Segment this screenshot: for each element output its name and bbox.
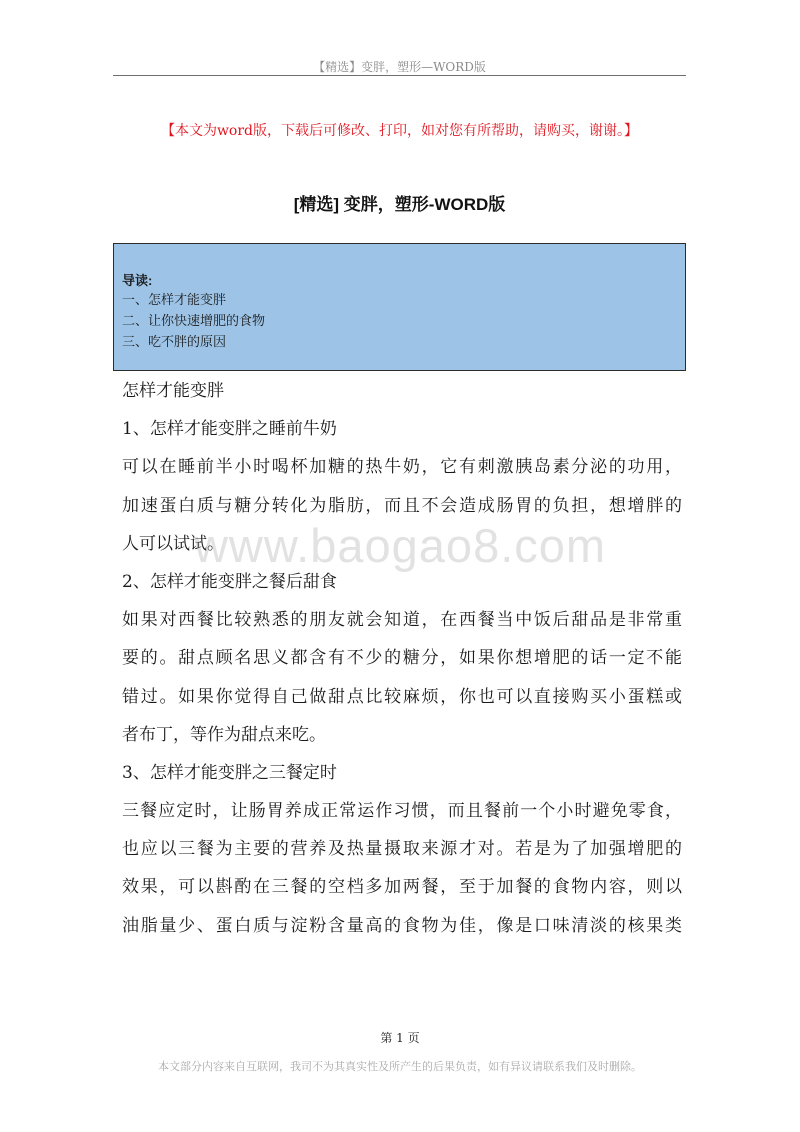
paragraph-line: 也应以三餐为主要的营养及热量摄取来源才对。若是为了加强增肥的 <box>122 839 682 860</box>
header-divider <box>113 75 686 76</box>
paragraph-line: 三餐应定时，让肠胃养成正常运作习惯，而且餐前一个小时避免零食， <box>122 801 682 822</box>
guide-heading: 导读: <box>122 273 153 288</box>
guide-item: 三、吃不胖的原因 <box>122 335 227 350</box>
page-footer: 本文部分内容来自互联网，我司不为其真实性及所产生的后果负责，如有异议请联系我们及时删除。 <box>158 1060 642 1073</box>
guide-item: 二、让你快速增肥的食物 <box>122 314 266 329</box>
paragraph-line: 如果对西餐比较熟悉的朋友就会知道，在西餐当中饭后甜品是非常重 <box>122 610 682 631</box>
subheading-1: 1、怎样才能变胖之睡前牛奶 <box>122 419 337 440</box>
paragraph-line: 效果，可以斟酌在三餐的空档多加两餐，至于加餐的食物内容，则以 <box>122 877 682 898</box>
paragraph-line: 人可以试试。 <box>122 533 224 554</box>
section-title: 怎样才能变胖 <box>122 381 224 401</box>
paragraph-line: 者布丁，等作为甜点来吃。 <box>122 724 326 745</box>
document-title: [精选] 变胖，塑形-WORD版 <box>293 195 506 214</box>
paragraph-line: 加速蛋白质与糖分转化为脂肪，而且不会造成肠胃的负担，想增胖的 <box>122 495 682 516</box>
watermark: www.baogao8.com <box>193 519 607 572</box>
subheading-2: 2、怎样才能变胖之餐后甜食 <box>122 571 337 592</box>
paragraph-line: 可以在睡前半小时喝杯加糖的热牛奶，它有刺激胰岛素分泌的功用， <box>122 457 682 478</box>
document-body <box>122 372 682 945</box>
purchase-notice: 【本文为word版，下载后可修改、打印，如对您有所帮助，请购买，谢谢。】 <box>160 123 639 139</box>
page-header: 【精选】变胖，塑形—WORD版 <box>313 60 486 74</box>
reading-guide-box <box>113 243 686 371</box>
subheading-3: 3、怎样才能变胖之三餐定时 <box>122 762 337 783</box>
paragraph-line: 错过。如果你觉得自己做甜点比较麻烦，你也可以直接购买小蛋糕或 <box>122 686 682 707</box>
paragraph-line: 油脂量少、蛋白质与淀粉含量高的食物为佳，像是口味清淡的核果类 <box>122 915 682 936</box>
guide-item: 一、怎样才能变胖 <box>122 293 227 308</box>
page-number: 第 1 页 <box>380 1031 420 1045</box>
paragraph-line: 要的。甜点顾名思义都含有不少的糖分，如果你想增肥的话一定不能 <box>122 648 682 669</box>
guide-list <box>122 290 265 353</box>
